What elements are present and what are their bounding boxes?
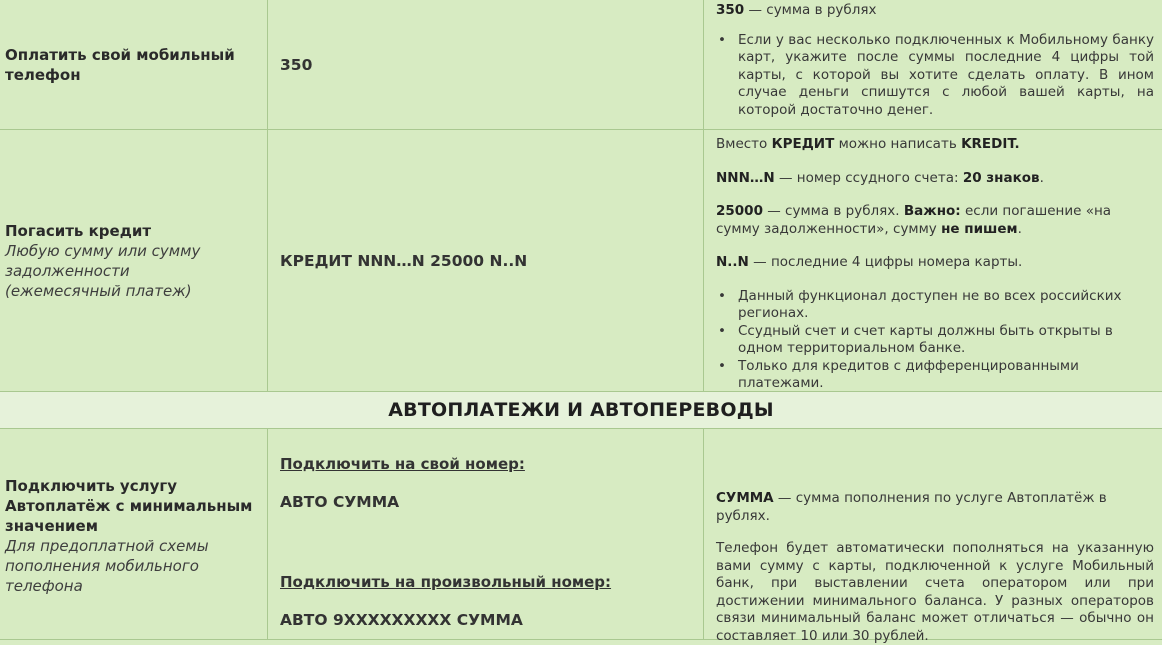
command-label: Подключить на произвольный номер: [280, 573, 612, 591]
note-list [716, 288, 1154, 393]
description-line: N..N — последние 4 цифры номера карты. [716, 254, 1023, 270]
action-title: Подключить услугу Автоплатёж с минимальным значением [5, 477, 253, 535]
command-label: Подключить на свой номер: [280, 455, 525, 473]
list-item: • Данный функционал доступен не во всех российских регионах. [716, 288, 1154, 323]
description-line: 350 — сумма в рублях [716, 2, 877, 18]
section-header [0, 391, 1162, 429]
description-cell [704, 429, 1162, 644]
action-cell [0, 130, 268, 391]
description-line: СУММА — сумма пополнения по услуге Автоплатёж в рублях. [716, 490, 1107, 524]
note-list [716, 32, 1154, 120]
description-line: NNN…N — номер ссудного счета: 20 знаков. [716, 169, 1044, 186]
list-item: • Ссудный счет и счет карты должны быть открыты в одном территориальном банке. [716, 323, 1154, 358]
sms-command: КРЕДИТ NNN…N 25000 N..N [280, 251, 528, 270]
command-cell [268, 429, 704, 639]
description-line: Телефон будет автоматически пополняться на указанную вами сумму с карты, подключенной к услуге Мобильный банк, при выставлении счета оператором или при достижении минимального баланса. У разных операторов связи минимальный баланс может отличаться — обычно он составляет 10 или 30 рублей. [716, 540, 1154, 644]
action-cell [0, 0, 268, 129]
table-row [0, 129, 1162, 392]
section-title: АВТОПЛАТЕЖИ И АВТОПЕРЕВОДЫ [388, 399, 774, 421]
description-line: Вместо КРЕДИТ можно написать KREDIT. [716, 136, 1020, 152]
description-cell [704, 130, 1162, 391]
action-cell [0, 429, 268, 639]
list-item: • Если у вас несколько подключенных к Мобильному банку карт, укажите после суммы последние 4 цифры той карты, с которой вы хотите сделать оплату. В ином случае деньги спишутся с любой вашей карты, на которой достаточно денег. [716, 32, 1154, 120]
action-note: Любую сумму или сумму задолженности (ежемесячный платеж) [5, 241, 201, 300]
action-note: Для предоплатной схемы пополнения мобильного телефона [5, 537, 209, 595]
description-line: 25000 — сумма в рублях. Важно: если погашение «на сумму задолженности», сумму не пишем. [716, 203, 1112, 237]
list-item: • Только для кредитов с дифференцированными платежами. [716, 358, 1154, 393]
sms-command: 350 [280, 55, 313, 74]
command-cell [268, 130, 704, 391]
sms-command: АВТО 9ХХХХХХХХХ СУММА [280, 611, 523, 629]
action-title: Погасить кредит [5, 221, 152, 240]
table-row [0, 0, 1162, 130]
description-cell [704, 0, 1162, 129]
action-title: Оплатить свой мобильный телефон [5, 45, 235, 84]
table-row [0, 428, 1162, 644]
command-cell [268, 0, 704, 129]
sms-command: АВТО СУММА [280, 493, 400, 511]
